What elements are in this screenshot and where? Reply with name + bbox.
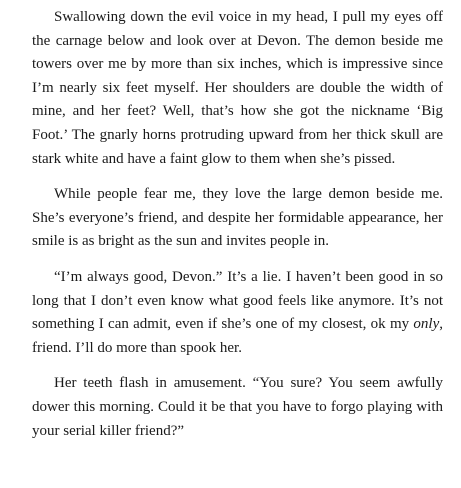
- paragraph-1: [32, 6, 443, 171]
- paragraph-4-text: Her teeth flash in amusement. “You sure? You seem awfully dower this morning. Could it be that you have to forgo playing with your serial killer friend?”: [32, 375, 443, 439]
- paragraph-3-text-end: , friend. I’ll do more than spook her.: [32, 316, 443, 356]
- paragraph-3: [32, 266, 443, 360]
- paragraph-2-text: While people fear me, they love the large demon beside me. She’s everyone’s friend, and despite her formidable appearance, her smile is as bright as the sun and invites people in.: [32, 186, 443, 250]
- paragraph-4: [32, 372, 443, 443]
- paragraph-3-emphasis: only: [413, 316, 440, 333]
- paragraph-2: [32, 183, 443, 254]
- paragraph-3-text-start: “I’m always good, Devon.” It’s a lie. I haven’t been good in so long that I don’t even know what good feels like anymore. It’s not something I can admit, even if she’s one of my closest, ok my: [32, 268, 443, 333]
- paragraph-1-text: Swallowing down the evil voice in my head, I pull my eyes off the carnage below and look over at Devon. The demon beside me towers over me by more than six inches, which is impressive since I’m nearly six feet myself. Her shoulders are double the width of mine, and her feet? Well, that’s how she got the nickname ‘Big Foot.’ The gnarly horns protruding upward from her thick skull are stark white and have a faint glow to them when she’s pissed.: [32, 9, 443, 167]
